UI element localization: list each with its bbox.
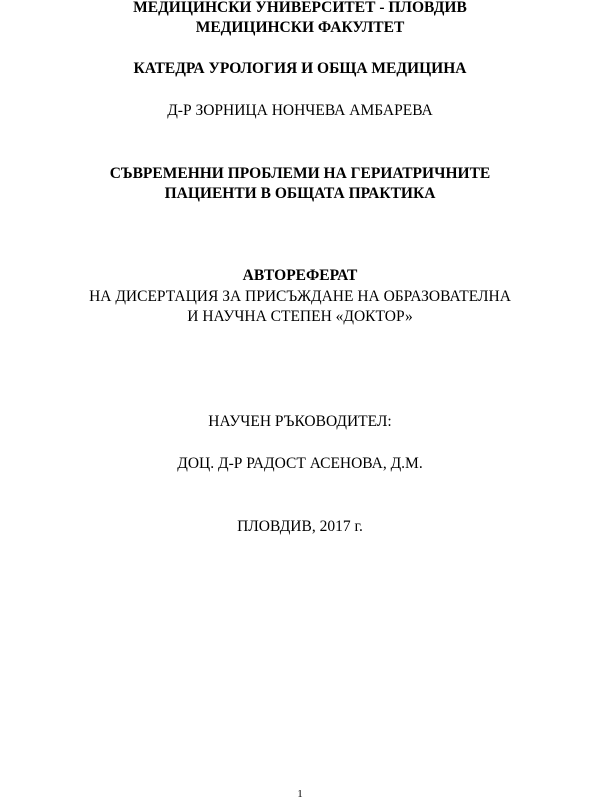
- place-and-date: ПЛОВДИВ, 2017 г.: [237, 518, 363, 535]
- author-name: Д-Р ЗОРНИЦА НОНЧЕВА АМБАРЕВА: [167, 102, 433, 119]
- page-number: 1: [297, 788, 303, 800]
- abstract-description-line-2: И НАУЧНА СТЕПЕН «ДОКТОР»: [187, 308, 413, 325]
- thesis-title-line-2: ПАЦИЕНТИ В ОБЩАТА ПРАКТИКА: [164, 185, 436, 202]
- supervisor-name: ДОЦ. Д-Р РАДОСТ АСЕНОВА, Д.М.: [177, 455, 423, 472]
- thesis-title-line-1: СЪВРЕМЕННИ ПРОБЛЕМИ НА ГЕРИАТРИЧНИТЕ: [109, 165, 491, 182]
- abstract-heading: АВТОРЕФЕРАТ: [242, 267, 358, 284]
- abstract-description-line-1: НА ДИСЕРТАЦИЯ ЗА ПРИСЪЖДАНЕ НА ОБРАЗОВАТЕЛНА: [89, 288, 511, 305]
- department-name: КАТЕДРА УРОЛОГИЯ И ОБЩА МЕДИЦИНА: [133, 60, 467, 77]
- university-name: МЕДИЦИНСКИ УНИВЕРСИТЕТ - ПЛОВДИВ: [133, 0, 467, 16]
- supervisor-label: НАУЧЕН РЪКОВОДИТЕЛ:: [208, 413, 392, 430]
- faculty-name: МЕДИЦИНСКИ ФАКУЛТЕТ: [195, 19, 405, 36]
